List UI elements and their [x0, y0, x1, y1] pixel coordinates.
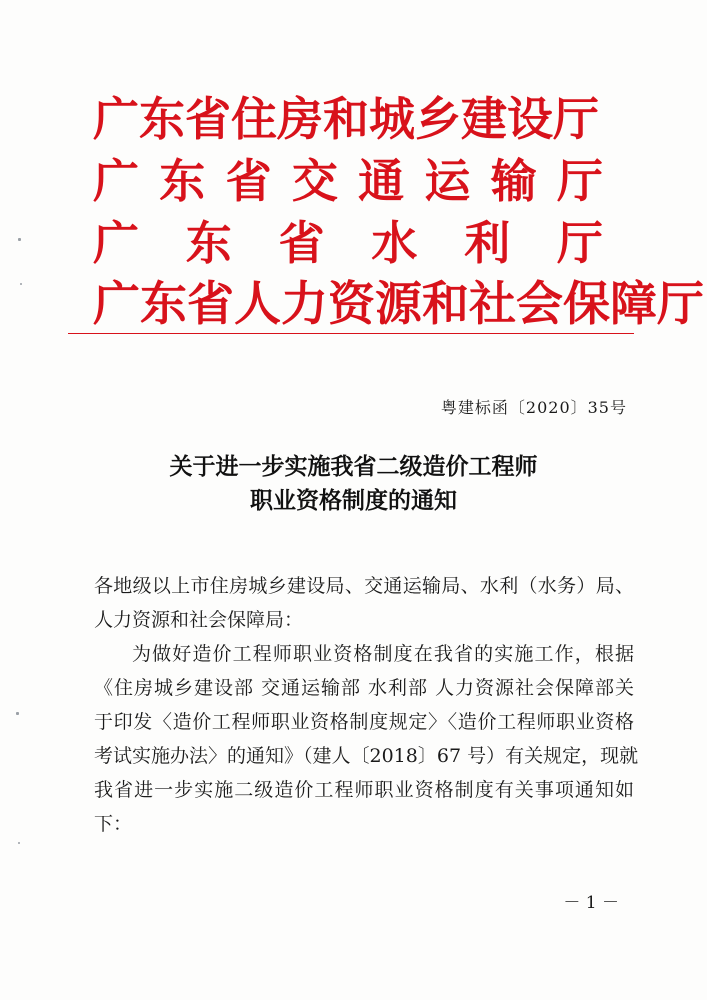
document-body	[94, 569, 639, 841]
header-line-water	[93, 212, 603, 274]
body-line-recipients-1: 各地级以上市住房城乡建设局、交通运输局、水利（水务）局、	[94, 575, 634, 597]
header-line-hr: 广东省人力资源和社会保障厅	[93, 277, 704, 332]
body-line-recipients-2: 人力资源和社会保障局：	[94, 609, 304, 631]
header-character: 厅	[556, 154, 603, 208]
body-line-8: 下：	[94, 813, 133, 835]
title-line-1: 关于进一步实施我省二级造价工程师	[169, 454, 538, 480]
body-line-6: 考试实施办法〉的通知》（建人〔2018〕67 号）有关规定，现就	[94, 745, 639, 767]
scan-speck	[18, 842, 20, 844]
header-character: 水	[371, 216, 418, 270]
header-character: 利	[464, 216, 511, 270]
body-line-7: 我省进一步实施二级造价工程师职业资格制度有关事项通知如	[94, 779, 634, 801]
header-character: 通	[358, 154, 405, 208]
page-number: － 1 －	[563, 893, 619, 913]
scan-speck	[18, 238, 21, 241]
header-character: 省	[278, 216, 325, 270]
header-character: 广	[93, 154, 139, 208]
body-line-4: 《住房城乡建设部 交通运输部 水利部 人力资源社会保障部关	[94, 677, 634, 699]
header-character: 交	[291, 154, 338, 208]
document-title	[0, 450, 707, 518]
document-number: 粤建标函〔2020〕35号	[440, 398, 627, 417]
scan-speck	[16, 712, 19, 715]
issuing-authorities-header	[93, 88, 704, 336]
header-character: 东	[185, 216, 232, 270]
body-line-5: 于印发〈造价工程师职业资格制度规定〉〈造价工程师职业资格	[94, 711, 634, 733]
title-line-2: 职业资格制度的通知	[250, 488, 457, 514]
header-character: 厅	[556, 216, 603, 270]
header-character: 运	[424, 154, 471, 208]
header-character: 东	[159, 154, 206, 208]
header-character: 输	[490, 154, 537, 208]
header-character: 广	[93, 216, 139, 270]
header-character: 省	[225, 154, 272, 208]
header-line-transport	[93, 150, 603, 212]
header-line-housing: 广东省住房和城乡建设厅	[93, 92, 599, 146]
scan-speck	[20, 283, 22, 285]
red-separator-line	[68, 333, 634, 334]
body-line-3: 为做好造价工程师职业资格制度在我省的实施工作，根据	[132, 643, 634, 665]
